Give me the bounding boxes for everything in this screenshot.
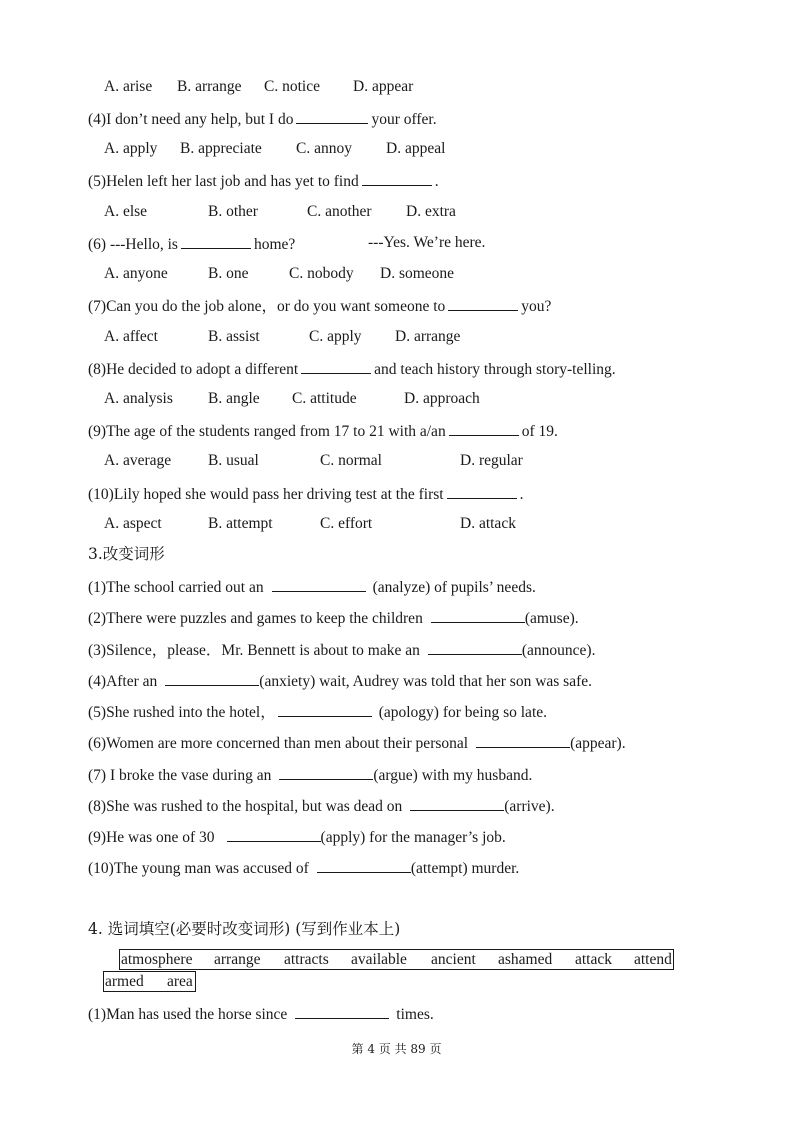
q5-post: .: [434, 173, 439, 190]
q10-option-d: D. attack: [460, 515, 516, 532]
q6-stem: [88, 233, 295, 255]
s4-item-1: [88, 1003, 434, 1025]
q10-blank: [447, 483, 517, 499]
q6-post: home?: [253, 236, 296, 253]
s3-1-pre: (1)The school carried out an: [88, 579, 264, 596]
s3-5-blank: [278, 701, 372, 717]
word-bank-item: armed: [105, 973, 144, 990]
q8-option-d: D. approach: [404, 390, 480, 407]
s3-item-6: [88, 732, 626, 754]
s3-4-pre: (4)After an: [88, 673, 158, 690]
q5-blank: [362, 170, 432, 186]
q7-post: you?: [521, 298, 552, 315]
s3-item-10: [88, 857, 519, 879]
q4-post: your offer.: [371, 111, 437, 128]
q10-option-c: C. effort: [320, 515, 373, 532]
q7-option-a: A. affect: [104, 328, 158, 345]
q8-option-b: B. angle: [208, 390, 260, 407]
page-footer: 第 4 页 共 89 页: [351, 1042, 442, 1056]
s3-10-post: (attempt) murder.: [410, 860, 520, 877]
word-bank-item: atmosphere: [121, 951, 193, 968]
q7-option-c: C. apply: [309, 328, 362, 345]
q3-option-d: D. appear: [353, 78, 414, 95]
q7-stem: [88, 295, 551, 317]
s3-9-post: (apply) for the manager’s job.: [320, 829, 506, 846]
q4-pre: (4)I don’t need any help, but I do: [88, 111, 294, 128]
q9-option-b: B. usual: [208, 452, 259, 469]
q10-stem: [88, 483, 523, 505]
q4-blank: [296, 108, 368, 124]
q4-option-d: D. appeal: [386, 140, 446, 157]
s4-1-pre: (1)Man has used the horse since: [88, 1006, 288, 1023]
s3-item-7: [88, 764, 532, 786]
q4-option-a: A. apply: [104, 140, 158, 157]
q5-stem: [88, 170, 439, 192]
s3-9-pre: (9)He was one of 30: [88, 829, 215, 846]
q10-option-b: B. attempt: [208, 515, 273, 532]
q5-option-d: D. extra: [406, 203, 456, 220]
s4-1-blank: [295, 1003, 389, 1019]
s3-4-blank: [165, 670, 259, 686]
q3-option-b: B. arrange: [177, 78, 242, 95]
s3-1-blank: [272, 576, 366, 592]
s3-2-post: (amuse).: [524, 610, 579, 627]
s3-9-blank: [227, 826, 321, 842]
s4-1-post: times.: [396, 1006, 434, 1023]
s3-6-blank: [476, 732, 570, 748]
word-bank-item: attend: [634, 951, 672, 968]
q9-stem: [88, 420, 558, 442]
q6-blank: [181, 233, 251, 249]
s3-5-pre: (5)She rushed into the hotel，: [88, 704, 276, 721]
q6-option-c: C. nobody: [289, 265, 354, 282]
s3-7-blank: [279, 764, 373, 780]
q8-post: and teach history through story-telling.: [374, 361, 616, 378]
s3-7-pre: (7) I broke the vase during an: [88, 767, 272, 784]
s3-5-post: (apology) for being so late.: [378, 704, 548, 721]
s3-3-pre: (3)Silence，please．Mr. Bennett is about to make an: [88, 642, 420, 659]
section3-title: 3.改变词形: [88, 545, 165, 563]
s3-10-blank: [317, 857, 411, 873]
word-bank-item: area: [167, 973, 193, 990]
q9-post: of 19.: [521, 423, 558, 440]
s3-2-pre: (2)There were puzzles and games to keep the children: [88, 610, 423, 627]
q4-stem: [88, 108, 437, 130]
q4-option-b: B. appreciate: [180, 140, 262, 157]
word-bank-item: attracts: [284, 951, 329, 968]
word-bank-item: ancient: [431, 951, 476, 968]
q5-option-b: B. other: [208, 203, 258, 220]
s3-item-5: [88, 701, 547, 723]
q7-option-b: B. assist: [208, 328, 260, 345]
q6-pre: (6) ---Hello, is: [88, 236, 178, 253]
s3-item-8: [88, 795, 555, 817]
q3-option-a: A. arise: [104, 78, 153, 95]
q10-post: .: [519, 486, 524, 503]
q9-option-c: C. normal: [320, 452, 382, 469]
s3-2-blank: [431, 607, 525, 623]
s3-6-pre: (6)Women are more concerned than men about their personal: [88, 735, 469, 752]
q6-reply: ---Yes. We’re here.: [368, 234, 486, 251]
s3-7-post: (argue) with my husband.: [373, 767, 533, 784]
s3-8-post: (arrive).: [504, 798, 555, 815]
q8-stem: [88, 358, 616, 380]
q6-option-b: B. one: [208, 265, 249, 282]
s3-item-3: [88, 639, 595, 661]
q3-option-c: C. notice: [264, 78, 320, 95]
q6-option-a: A. anyone: [104, 265, 168, 282]
q8-option-c: C. attitude: [292, 390, 357, 407]
q4-option-c: C. annoy: [296, 140, 352, 157]
q5-option-a: A. else: [104, 203, 148, 220]
q8-pre: (8)He decided to adopt a different: [88, 361, 299, 378]
q8-option-a: A. analysis: [104, 390, 173, 407]
s3-item-2: [88, 607, 579, 629]
s3-1-post: (analyze) of pupils’ needs.: [372, 579, 536, 596]
s3-10-pre: (10)The young man was accused of: [88, 860, 309, 877]
s3-item-1: [88, 576, 536, 598]
section4-title: 4. 选词填空(必要时改变词形) (写到作业本上): [88, 920, 401, 938]
q7-pre: (7)Can you do the job alone，or do you want someone to: [88, 298, 446, 315]
s3-item-9: [88, 826, 506, 848]
q9-pre: (9)The age of the students ranged from 17 to 21 with a/an: [88, 423, 446, 440]
s3-4-post: (anxiety) wait, Audrey was told that her son was safe.: [259, 673, 593, 690]
s3-item-4: [88, 670, 592, 692]
q9-option-a: A. average: [104, 452, 172, 469]
q6-option-d: D. someone: [380, 265, 455, 282]
s3-3-blank: [428, 639, 522, 655]
q9-option-d: D. regular: [460, 452, 523, 469]
q5-option-c: C. another: [307, 203, 372, 220]
q7-option-d: D. arrange: [395, 328, 461, 345]
q9-blank: [449, 420, 519, 436]
s3-8-blank: [410, 795, 504, 811]
s3-6-post: (appear).: [570, 735, 626, 752]
q7-blank: [448, 295, 518, 311]
word-bank-item: attack: [575, 951, 613, 968]
word-bank-item: ashamed: [498, 951, 553, 968]
q8-blank: [301, 358, 371, 374]
s3-8-pre: (8)She was rushed to the hospital, but was dead on: [88, 798, 403, 815]
word-bank-item: arrange: [214, 951, 261, 968]
s3-3-post: (announce).: [521, 642, 596, 659]
q5-pre: (5)Helen left her last job and has yet to find: [88, 173, 359, 190]
q10-pre: (10)Lily hoped she would pass her driving test at the first: [88, 486, 444, 503]
q10-option-a: A. aspect: [104, 515, 162, 532]
word-bank-item: available: [351, 951, 407, 968]
